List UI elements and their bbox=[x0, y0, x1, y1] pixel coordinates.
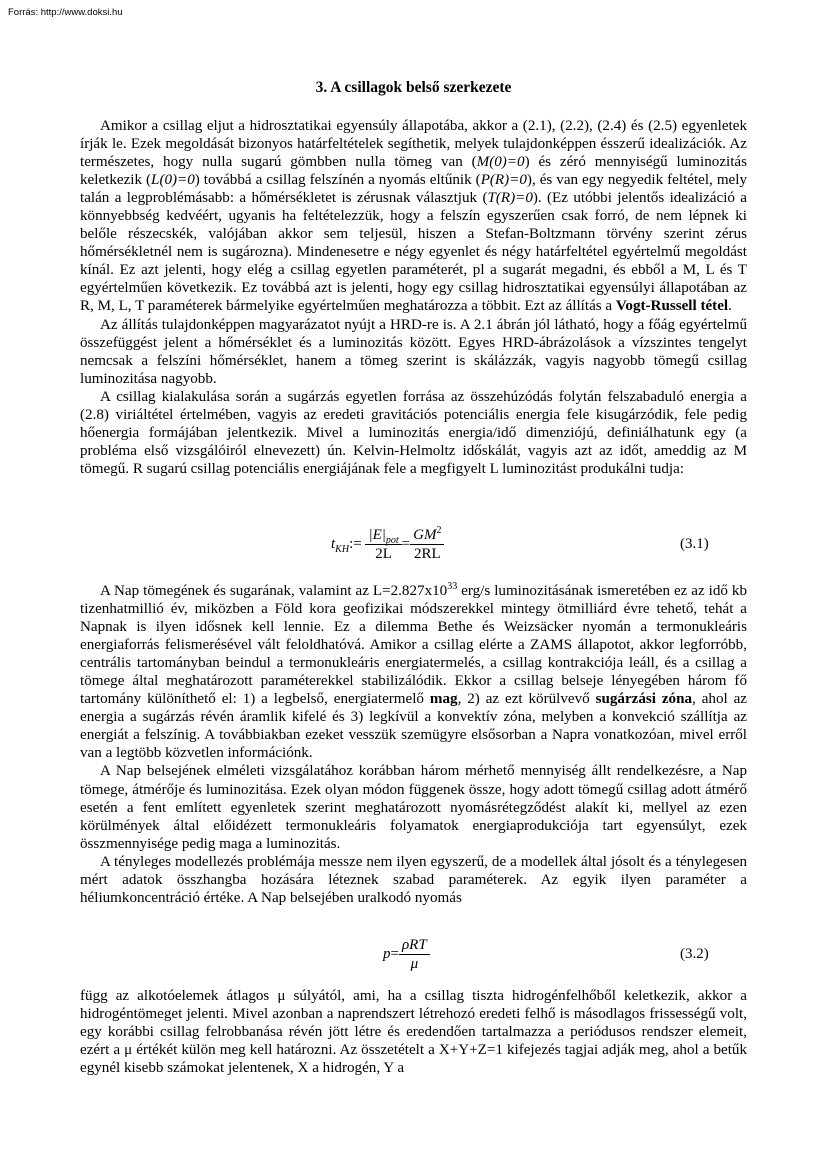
paragraph-6: A tényleges modellezés problémája messze nem ilyen egyszerű, de a modellek által jósolt és a ténylegesen mért adatok összhangba hozására léteznek szabad paraméterek. Az egyik ilyen paraméter a héliumkoncentráció értéke. A Nap belsejében uralkodó nyomás bbox=[80, 853, 747, 906]
source-label: Forrás: http://www.doksi.hu bbox=[8, 7, 123, 18]
inline-formula: L(0)=0 bbox=[151, 172, 195, 189]
paragraph-3: A csillag kialakulása során a sugárzás egyetlen forrása az összehúzódás folytán felszabaduló energia a (2.8) viriáltétel értelmében, vagyis az eredeti gravitációs potenciális energia fele kisugárzódik, fele pedig hőenergia formájában jelentkezik. Mivel a luminozitás energia/idő dimenziójú, definiálhatunk egy (a probléma első vizsgálóiról elnevezett) ún. Kelvin-Helmoltz időskálát, vagyis azt az időt, ameddig az M tömegű. R sugarú csillag potenciális energiájának fele a megfigyelt L luminozitást produkálni tudja: bbox=[80, 388, 747, 477]
fraction-e-pot: $\frac{|E|_{pot}}{2L}$ bbox=[365, 526, 401, 563]
equation-number: (3.1) bbox=[680, 536, 709, 552]
paragraph-7-block: függ az alkotóelemek átlagos μ súlyától, ami, ha a csillag tiszta hidrogénfelhőből keletkezik, akkor a hidrogéntömeget jelenti. Mivel azonban a naprendszert létrehozó eredeti felhő is másodlagos frissességű volt, egy korábbi csillag felrobbanása révén jött létre és eredendően tartalmazza a periódusos rendszer elemeit, ezért a μ értékét külön meg kell határozni. Az összetételt a X+Y+Z=1 kifejezés tagjai adják meg, ahol a betűk egynél kisebb számokat jelentenek, X a hidrogén, Y a bbox=[80, 988, 747, 1077]
paragraph-2: Az állítás tulajdonképpen magyarázatot nyújt a HRD-re is. A 2.1 ábrán jól látható, hogy a főág egyértelmű összefüggést jelent a hőmérséklet és a luminozitás között. Egyes HRD-ábrázolások a vízszintes tengelyt nemcsak a felszíni hőmérséklet, hanem a tömeg szerint is skálázzák, vagyis nagyobb tömegű csillag luminozitása nagyobb. bbox=[80, 316, 747, 387]
paragraph-1: Amikor a csillag eljut a hidrosztatikai egyensúly állapotába, akkor a (2.1), (2.2), (2.4) és (2.5) egyenletek írják le. Ezek megoldását bizonyos határfeltételek segíthetik, melyek tulajdonképpen ésszerű idealizációk. Az természetes, hogy nulla sugarú gömbben nulla tömeg van (M(0)=0) és zéró mennyiségű luminozitás keletkezik (L(0)=0) továbbá a csillag felszínén a nyomás eltűnik (P(R)=0), és van egy negyedik feltétel, mely talán a legproblémásabb: a hőmérsékletet is zérusnak választjuk (T(R)=0). (Ez utóbbi jelentős idealizáció a könnyebbség kedvéért, ugyanis ha feltételezzük, hogy a felszín egyszerűen csak forró, de nem lépnek ki belőle részecskék, valójában akkor sem teljesül, hiszen a Stefan-Boltzmann törvény szerint zérus hőmérsékletnél nem is sugározna). Mindenesetre e négy egyenlet és négy határfeltétel egyértelmű megoldást kínál. Ez azt jelenti, hogy elég a csillag egyetlen paraméterét, pl a sugarát megadni, és ebből a M, L és T egyértelműen következik. Ez továbbá azt is jelenti, hogy egy csillag hidrosztatikai egyensúlyi állapotában az R, M, L, T paraméterek bármelyike egyértelműen meghatározza a többit. Ezt az állítás a Vogt-Russell tétel. Az állítás tulajdonképpen magyarázatot nyújt a HRD-re is. A 2.1 ábrán jól látható, hogy a főág egyértelmű összefüggést jelent a hőmérséklet és a luminozitás között. Egyes HRD-ábrázolások a vízszintes tengelyt nemcsak a felszíni hőmérséklet, hanem a tömeg szerint is skálázzák, vagyis nagyobb tömegű csillag luminozitása nagyobb. A csillag kialakulása során a sugárzás egyetlen forrása az összehúzódás folytán felszabaduló energia a (2.8) viriáltétel értelmében, vagyis az eredeti gravitációs potenciális energia fele kisugárzódik, fele pedig hőenergia formájában jelentkezik. Mivel a luminozitás energia/idő dimenziójú, definiálhatunk egy (a probléma első vizsgálóiról elnevezett) ún. Kelvin-Helmoltz időskálát, vagyis azt az időt, ameddig az M tömegű. R sugarú csillag potenciális energiájának fele a megfigyelt L luminozitást produkálni tudja: bbox=[80, 118, 747, 477]
inline-formula: P(R)=0 bbox=[480, 172, 527, 189]
fraction-rho-rt: $\frac{\text{ρRT}}{\mu}$ bbox=[399, 936, 430, 973]
chapter-title: 3. A csillagok belső szerkezete bbox=[315, 79, 512, 96]
equation-3-1: $t_{KH}:=$ $\frac{|E|_{pot}}{2L}$ = $\frac{GM^2}{2RL}$ (3.1) bbox=[331, 525, 709, 562]
fraction-gm2: $\frac{GM^2}{2RL}$ bbox=[410, 526, 444, 563]
equation-3-2: p= $\frac{\text{ρRT}}{\mu}$ (3.2) bbox=[383, 937, 709, 972]
inline-formula: T(R)=0 bbox=[487, 190, 533, 207]
equation-number: (3.2) bbox=[680, 946, 709, 962]
theorem-name: Vogt-Russell tétel bbox=[615, 298, 729, 315]
paragraph-4-block: A Nap tömegének és sugarának, valamint az $L=2.827x10^{33}$ erg/s luminozitásának ismeretében ez az idő kb tizenhatmillió év, miközben a Föld kora geofizikai módszerekkel mintegy ötmilliárd évre tehető, tehát a Napnak is ilyen idősnek kell lennie. Ez a dilemma Bethe és Weizsäcker nyomán a termonukleáris energiaforrás felismerésével vált feloldhatóvá. Amikor a csillag elérte a ZAMS állapotot, akkor legforróbb, centrális tartományban beindul a termonukleáris energiatermelés, a csillag kontrakciója leáll, és a csillag a tömege által meghatározott paraméterekkel stabilizálódik. Ekkor a csillag belseje lényegében három fő tartomány különíthető el: 1) a legbelső, energiatermelő mag, 2) az ezt körülvevő sugárzási zóna, ahol az energia a sugárzás révén áramlik kifelé és 3) legkívül a konvektív zóna, melyben a konvekció szállítja az energiát a felszínig. A továbbiakban ezeket vesszük szemügyre elsősorban a Napra vonatkozóan, mivel erről van a legtöbb közvetlen információnk. A Nap belsejének elméleti vizsgálatához korábban három mérhető mennyiség állt rendelkezésre, a Nap tömege, átmérője és luminozitása. Ezek olyan módon függenek össze, hogy adott tömegű csillag adott átmérő esetén a fent említett egyenletek szerint meghatározott nyomásrétegződést alakít ki, mellyel az ezen körülmények által előidézett termonukleáris folyamatok energiaprodukciója tart egyensúlyt, ezek összmennyisége pedig maga a luminozitás. A tényleges modellezés problémája messze nem ilyen egyszerű, de a modellek által jósolt és a ténylegesen mért adatok összhangba hozására léteznek szabad paraméterek. Az egyik ilyen paraméter a héliumkoncentráció értéke. A Nap belsejében uralkodó nyomás bbox=[80, 580, 747, 906]
paragraph-5: A Nap belsejének elméleti vizsgálatához korábban három mérhető mennyiség állt rendelkezésre, a Nap tömege, átmérője és luminozitása. Ezek olyan módon függenek össze, hogy adott tömegű csillag adott átmérő esetén a fent említett egyenletek szerint meghatározott nyomásrétegződést alakít ki, mellyel az ezen körülmények által előidézett termonukleáris folyamatok energiaprodukciója tart egyensúlyt, ezek összmennyisége pedig maga a luminozitás. bbox=[80, 763, 747, 852]
inline-formula: M(0)=0 bbox=[476, 154, 525, 171]
